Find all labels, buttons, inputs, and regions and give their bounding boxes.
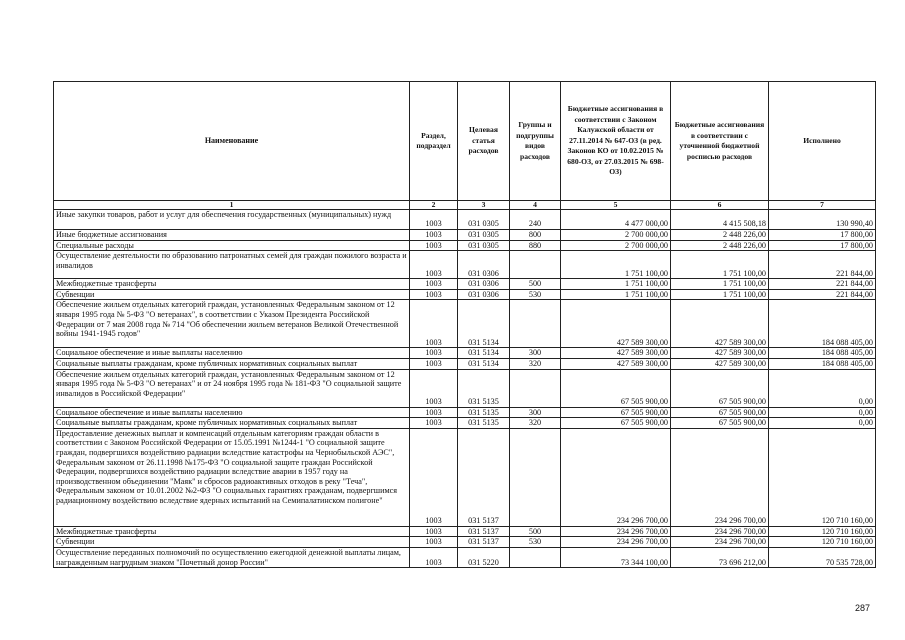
row-section: 1003 bbox=[410, 210, 458, 230]
row-executed: 221 844,00 bbox=[769, 279, 876, 290]
row-group: 800 bbox=[510, 230, 561, 241]
row-section: 1003 bbox=[410, 358, 458, 369]
row-name: Специальные расходы bbox=[54, 240, 410, 251]
row-law: 1 751 100,00 bbox=[561, 289, 671, 300]
row-section: 1003 bbox=[410, 537, 458, 548]
row-section: 1003 bbox=[410, 369, 458, 407]
row-revised: 1 751 100,00 bbox=[671, 279, 769, 290]
header-name: Наименование bbox=[54, 82, 410, 201]
table-row bbox=[54, 418, 876, 429]
column-number: 4 bbox=[510, 201, 561, 210]
row-target: 031 5134 bbox=[458, 358, 510, 369]
row-group: 320 bbox=[510, 418, 561, 429]
row-group: 880 bbox=[510, 240, 561, 251]
row-revised: 427 589 300,00 bbox=[671, 348, 769, 359]
row-target: 031 5137 bbox=[458, 428, 510, 526]
row-law: 1 751 100,00 bbox=[561, 251, 671, 279]
row-revised: 67 505 900,00 bbox=[671, 369, 769, 407]
table-row bbox=[54, 251, 876, 279]
row-revised: 67 505 900,00 bbox=[671, 418, 769, 429]
row-executed: 17 800,00 bbox=[769, 240, 876, 251]
row-group: 300 bbox=[510, 348, 561, 359]
row-group: 300 bbox=[510, 407, 561, 418]
row-section: 1003 bbox=[410, 300, 458, 348]
row-group bbox=[510, 251, 561, 279]
row-name: Социальные выплаты гражданам, кроме публичных нормативных социальных выплат bbox=[54, 418, 410, 429]
row-target: 031 0306 bbox=[458, 289, 510, 300]
row-revised: 234 296 700,00 bbox=[671, 526, 769, 537]
table-row bbox=[54, 230, 876, 241]
row-section: 1003 bbox=[410, 418, 458, 429]
row-revised: 427 589 300,00 bbox=[671, 358, 769, 369]
row-target: 031 5137 bbox=[458, 537, 510, 548]
header-budget-revised: Бюджетные ассигнования в соответствии с уточненной бюджетной росписью расходов bbox=[671, 82, 769, 201]
table-row bbox=[54, 537, 876, 548]
row-name: Иные бюджетные ассигнования bbox=[54, 230, 410, 241]
row-revised: 234 296 700,00 bbox=[671, 428, 769, 526]
table-row bbox=[54, 407, 876, 418]
row-executed: 120 710 160,00 bbox=[769, 428, 876, 526]
row-executed: 70 535 728,00 bbox=[769, 547, 876, 567]
row-name: Субвенции bbox=[54, 537, 410, 548]
row-executed: 130 990,40 bbox=[769, 210, 876, 230]
table-row bbox=[54, 279, 876, 290]
table-row bbox=[54, 210, 876, 230]
row-section: 1003 bbox=[410, 407, 458, 418]
row-law: 73 344 100,00 bbox=[561, 547, 671, 567]
row-target: 031 0305 bbox=[458, 240, 510, 251]
row-revised: 4 415 508,18 bbox=[671, 210, 769, 230]
table-row bbox=[54, 240, 876, 251]
row-revised: 427 589 300,00 bbox=[671, 300, 769, 348]
row-section: 1003 bbox=[410, 428, 458, 526]
column-number: 7 bbox=[769, 201, 876, 210]
row-law: 234 296 700,00 bbox=[561, 428, 671, 526]
column-number: 2 bbox=[410, 201, 458, 210]
row-law: 4 477 000,00 bbox=[561, 210, 671, 230]
column-number-row bbox=[54, 201, 876, 210]
row-revised: 67 505 900,00 bbox=[671, 407, 769, 418]
header-groups: Группы и подгруппы видов расходов bbox=[510, 82, 561, 201]
row-group: 530 bbox=[510, 537, 561, 548]
row-name: Обеспечение жильем отдельных категорий граждан, установленных Федеральным законом от 12 января 1995 года № 5-ФЗ "О ветеранах" и от 24 ноября 1995 года № 181-ФЗ "О социальной защите инвалидов в Российской Федерации" bbox=[54, 369, 410, 407]
row-target: 031 5137 bbox=[458, 526, 510, 537]
row-group: 500 bbox=[510, 526, 561, 537]
row-law: 234 296 700,00 bbox=[561, 526, 671, 537]
row-section: 1003 bbox=[410, 348, 458, 359]
row-revised: 73 696 212,00 bbox=[671, 547, 769, 567]
row-group bbox=[510, 300, 561, 348]
column-number: 1 bbox=[54, 201, 410, 210]
table-row bbox=[54, 358, 876, 369]
row-target: 031 0306 bbox=[458, 279, 510, 290]
row-section: 1003 bbox=[410, 279, 458, 290]
row-group: 320 bbox=[510, 358, 561, 369]
row-section: 1003 bbox=[410, 526, 458, 537]
header-target: Целевая статья расходов bbox=[458, 82, 510, 201]
row-executed: 0,00 bbox=[769, 369, 876, 407]
row-section: 1003 bbox=[410, 240, 458, 251]
row-section: 1003 bbox=[410, 289, 458, 300]
row-law: 2 700 000,00 bbox=[561, 240, 671, 251]
budget-table bbox=[53, 81, 876, 568]
row-law: 427 589 300,00 bbox=[561, 348, 671, 359]
row-target: 031 5135 bbox=[458, 418, 510, 429]
row-law: 67 505 900,00 bbox=[561, 418, 671, 429]
row-revised: 234 296 700,00 bbox=[671, 537, 769, 548]
row-law: 2 700 000,00 bbox=[561, 230, 671, 241]
column-number: 6 bbox=[671, 201, 769, 210]
row-target: 031 0306 bbox=[458, 251, 510, 279]
row-name: Социальное обеспечение и иные выплаты населению bbox=[54, 348, 410, 359]
row-section: 1003 bbox=[410, 547, 458, 567]
row-name: Межбюджетные трансферты bbox=[54, 279, 410, 290]
row-revised: 2 448 226,00 bbox=[671, 230, 769, 241]
header-executed: Исполнено bbox=[769, 82, 876, 201]
table-row bbox=[54, 348, 876, 359]
row-target: 031 5134 bbox=[458, 300, 510, 348]
row-executed: 120 710 160,00 bbox=[769, 537, 876, 548]
row-target: 031 5220 bbox=[458, 547, 510, 567]
row-target: 031 5135 bbox=[458, 407, 510, 418]
row-group: 530 bbox=[510, 289, 561, 300]
row-target: 031 5135 bbox=[458, 369, 510, 407]
row-section: 1003 bbox=[410, 251, 458, 279]
row-group: 240 bbox=[510, 210, 561, 230]
row-name: Межбюджетные трансферты bbox=[54, 526, 410, 537]
row-law: 1 751 100,00 bbox=[561, 279, 671, 290]
row-executed: 221 844,00 bbox=[769, 251, 876, 279]
row-executed: 184 088 405,00 bbox=[769, 300, 876, 348]
row-revised: 1 751 100,00 bbox=[671, 251, 769, 279]
row-target: 031 0305 bbox=[458, 210, 510, 230]
header-budget-law: Бюджетные ассигнования в соответствии с Законом Калужской области от 27.11.2014 № 647-ОЗ (в ред. Законов КО от 10.02.2015 № 680-ОЗ, от 27.03.2015 № 698-ОЗ) bbox=[561, 82, 671, 201]
row-revised: 1 751 100,00 bbox=[671, 289, 769, 300]
row-law: 427 589 300,00 bbox=[561, 300, 671, 348]
row-name: Обеспечение жильем отдельных категорий граждан, установленных Федеральным законом от 12 января 1995 года № 5-ФЗ "О ветеранах", в соответствии с Указом Президента Российской Федерации от 7 мая 2008 года № 714 "Об обеспечении жильем ветеранов Великой Отечественной войны 1941-1945 годов" bbox=[54, 300, 410, 348]
row-executed: 184 088 405,00 bbox=[769, 358, 876, 369]
column-number: 3 bbox=[458, 201, 510, 210]
row-name: Предоставление денежных выплат и компенсаций отдельным категориям граждан области в соответствии с Законом Российской Федерации от 15.05.1991 №1244-1 "О социальной защите граждан, подвергшихся воздействию радиации вследствие катастрофы на Чернобыльской АЭС", Федеральным законом от 26.11.1998 №175-ФЗ "О социальной защите граждан Российской Федерации, подвергшихся воздействию радиации вследствие аварии в 1957 году на производственном объединении "Маяк" и сбросов радиоактивных отходов в реку "Теча", Федеральным законом от 10.01.2002 №2-ФЗ "О социальных гарантиях гражданам, подвергшимся радиационному воздействию вследствие ядерных испытаний на Семипалатинском полигоне" bbox=[54, 428, 410, 526]
table-row bbox=[54, 526, 876, 537]
row-name: Осуществление переданных полномочий по осуществлению ежегодной денежной выплаты лицам, награжденным нагрудным знаком "Почетный донор России" bbox=[54, 547, 410, 567]
row-name: Социальные выплаты гражданам, кроме публичных нормативных социальных выплат bbox=[54, 358, 410, 369]
row-name: Социальное обеспечение и иные выплаты населению bbox=[54, 407, 410, 418]
table-row bbox=[54, 428, 876, 526]
table-row bbox=[54, 547, 876, 567]
row-group bbox=[510, 369, 561, 407]
row-executed: 120 710 160,00 bbox=[769, 526, 876, 537]
row-group bbox=[510, 547, 561, 567]
row-law: 67 505 900,00 bbox=[561, 407, 671, 418]
row-law: 234 296 700,00 bbox=[561, 537, 671, 548]
header-section: Раздел, подраздел bbox=[410, 82, 458, 201]
row-law: 67 505 900,00 bbox=[561, 369, 671, 407]
row-name: Иные закупки товаров, работ и услуг для обеспечения государственных (муниципальных) нужд bbox=[54, 210, 410, 230]
row-law: 427 589 300,00 bbox=[561, 358, 671, 369]
row-executed: 0,00 bbox=[769, 407, 876, 418]
row-revised: 2 448 226,00 bbox=[671, 240, 769, 251]
page-number: 287 bbox=[855, 603, 871, 613]
table-row bbox=[54, 369, 876, 407]
row-target: 031 5134 bbox=[458, 348, 510, 359]
row-executed: 17 800,00 bbox=[769, 230, 876, 241]
row-group: 500 bbox=[510, 279, 561, 290]
row-section: 1003 bbox=[410, 230, 458, 241]
row-name: Осуществление деятельности по образованию патронатных семей для граждан пожилого возраста и инвалидов bbox=[54, 251, 410, 279]
column-number: 5 bbox=[561, 201, 671, 210]
table-header-row bbox=[54, 82, 876, 201]
row-executed: 184 088 405,00 bbox=[769, 348, 876, 359]
row-executed: 221 844,00 bbox=[769, 289, 876, 300]
table-row bbox=[54, 300, 876, 348]
row-name: Субвенции bbox=[54, 289, 410, 300]
row-group bbox=[510, 428, 561, 526]
table-row bbox=[54, 289, 876, 300]
row-target: 031 0305 bbox=[458, 230, 510, 241]
row-executed: 0,00 bbox=[769, 418, 876, 429]
